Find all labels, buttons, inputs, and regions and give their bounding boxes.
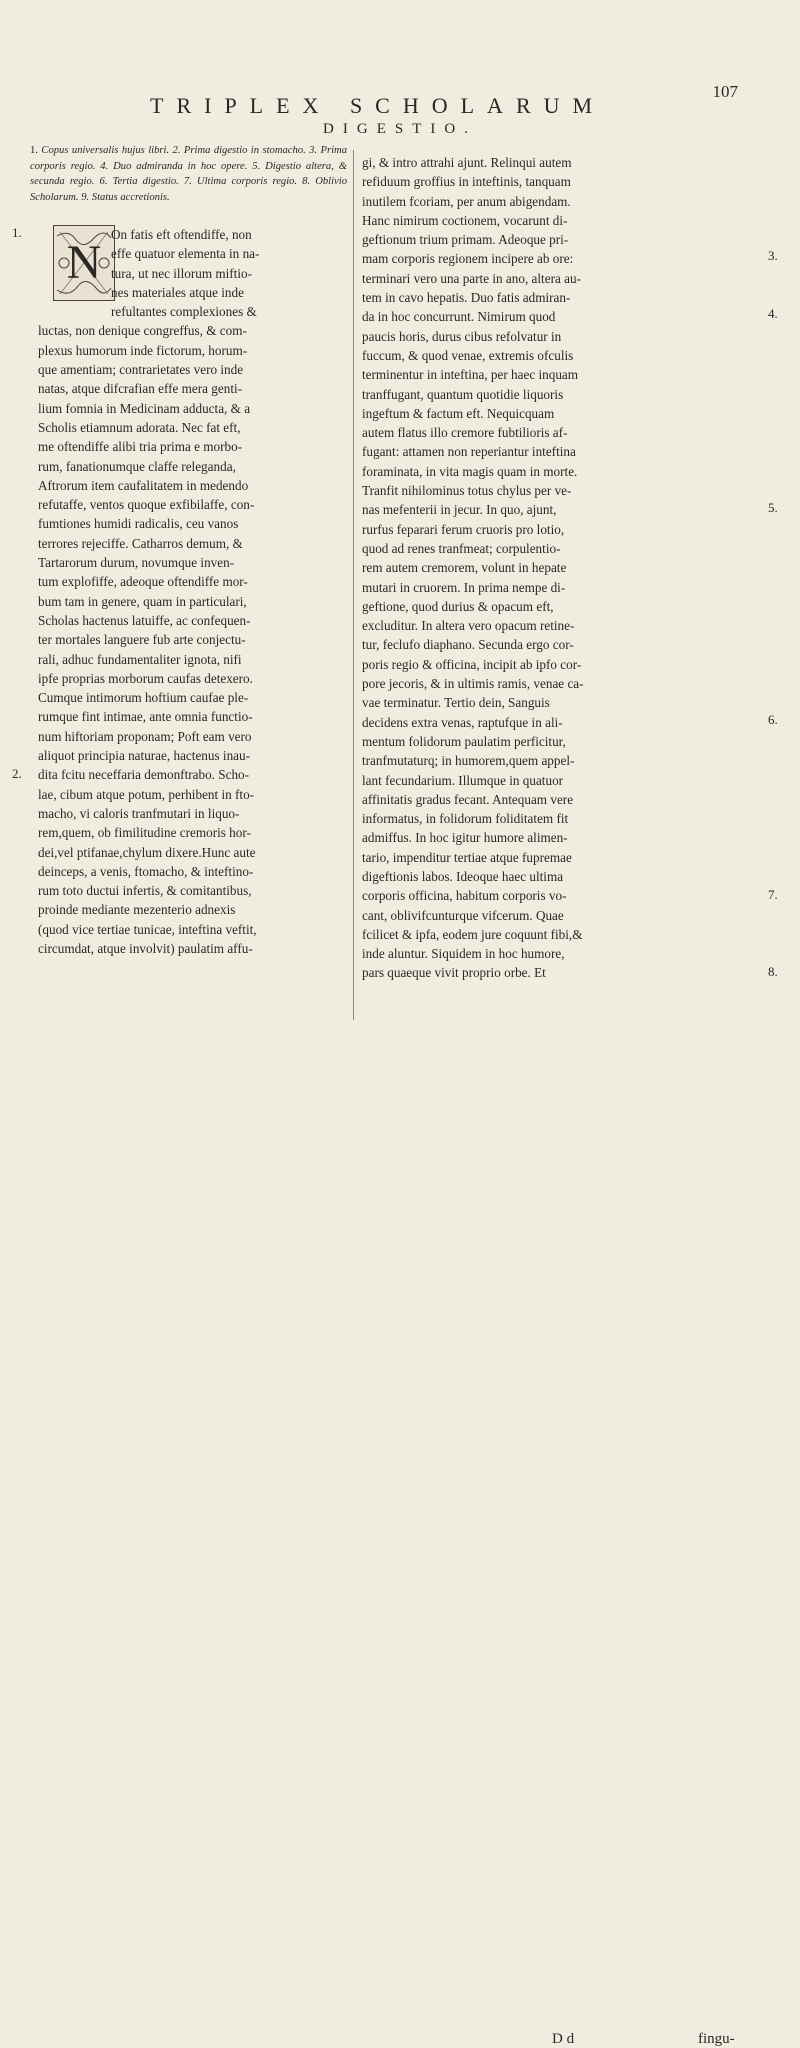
text-line: fugant: attamen non reperiantur inteftina (362, 444, 576, 460)
text-line: Scholas hactenus latuiffe, ac confequen- (38, 612, 251, 628)
text-line: dita fcitu neceffaria demonftrabo. Scho- (38, 767, 250, 783)
text-line: proinde mediante mezenterio adnexis (38, 902, 236, 918)
text-line: tario, impenditur tertiae atque fupremae (362, 849, 572, 865)
text-line: nas mefenterii in jecur. In quo, ajunt, (362, 502, 557, 518)
text-line: Aftrorum item caufalitatem in medendo (38, 477, 249, 493)
text-line: cant, oblivifcunturque vifcerum. Quae (362, 907, 564, 923)
text-line: admiffus. In hoc igitur humore alimen- (362, 830, 568, 846)
text-line: excluditur. In altera vero opacum retine- (362, 618, 575, 634)
text-line: rumque fint intimae, ante omnia functio- (38, 709, 253, 725)
text-line: Tranfit nihilominus totus chylus per ve- (362, 483, 572, 499)
text-line: informatus, in folidorum foliditatem fit (362, 811, 569, 827)
text-line: digeftionis labos. Ideoque haec ultima (362, 868, 564, 884)
right-text-column (362, 153, 762, 983)
text-line: pars quaeque vivit proprio orbe. Et (362, 965, 546, 981)
text-line: natas, atque difcrafian effe mera genti- (38, 381, 243, 397)
text-line: terminari vero una parte in ano, altera au- (362, 270, 581, 286)
text-line: pore jecoris, & in ultimis ramis, venae ca- (362, 676, 584, 692)
text-line: circumdat, atque involvit) paulatim affu- (38, 940, 253, 956)
text-line: fuccum, & quod venae, extremis ofculis (362, 347, 574, 363)
text-line: rum, fanationumque claffe releganda, (38, 458, 236, 474)
margin-number-4: 4. (768, 306, 778, 321)
text-line: tur, feclufo diaphano. Secunda ergo cor- (362, 637, 574, 653)
text-line: effe quatuor elementa in na- (111, 246, 260, 262)
text-line: inde aluntur. Siquidem in hoc humore, (362, 946, 565, 962)
text-line: refultantes complexiones & (111, 304, 257, 320)
text-line: mam corporis regionem incipere ab ore: (362, 251, 574, 267)
text-line: luctas, non denique congreffus, & com- (38, 323, 247, 339)
chapter-title: DIGESTIO. (323, 121, 477, 137)
text-line: aliquot principia naturae, hactenus inau- (38, 748, 251, 764)
text-line: vae terminatur. Tertio dein, Sanguis (362, 695, 550, 711)
margin-number-1: 1. (12, 225, 22, 240)
text-line: rem,quem, ob fimilitudine cremoris hor- (38, 825, 251, 841)
text-line: num hiftoriam proponam; Poft eam vero (38, 728, 252, 744)
text-line: gi, & intro attrahi ajunt. Relinqui autem (362, 155, 572, 170)
text-line: corporis officina, habitum corporis vo- (362, 888, 567, 904)
margin-number-5: 5. (768, 500, 778, 515)
text-line: paucis horis, durus cibus refolvatur in (362, 328, 562, 344)
text-line: fumtiones humidi radicalis, ceu vanos (38, 516, 239, 532)
text-line: tem in cavo hepatis. Duo fatis admiran- (362, 290, 571, 306)
text-line: tura, ut nec illorum miftio- (111, 265, 252, 281)
margin-number-3: 3. (768, 248, 778, 263)
text-line: Scholis etiamnum adorata. Nec fat eft, (38, 419, 241, 435)
text-line: affinitatis gradus fecant. Antequam vere (362, 791, 574, 807)
text-line: (quod vice tertiae tunicae, inteftina veftit, (38, 921, 257, 937)
text-line: plexus humorum inde fictorum, horum- (38, 342, 248, 358)
text-line: refutaffe, ventos quoque exfibilaffe, con- (38, 497, 255, 513)
text-line: tranffugant, quantum quotidie liquoris (362, 386, 564, 402)
text-line: Cumque intimorum hoftium caufae ple- (38, 690, 249, 706)
text-line: mutari in cruorem. In prima nempe di- (362, 579, 566, 595)
text-line: rem autem cremorem, volunt in hepate (362, 560, 567, 576)
text-line: autem flatus illo cremore fubtilioris af- (362, 425, 568, 441)
text-line: inutilem fcoriam, per anum abigendam. (362, 193, 571, 209)
margin-number-6: 6. (768, 712, 778, 727)
text-line: foraminata, in vita magis quam in morte. (362, 463, 578, 479)
text-line: lant fecundarium. Illumque in quatuor (362, 772, 564, 788)
text-line: On fatis eft oftendiffe, non (111, 227, 252, 242)
text-line: rurfus feparari ferum cruoris pro lotio, (362, 521, 565, 537)
text-line: tranfmutaturq; in humorem,quem appel- (362, 753, 575, 769)
running-title: TRIPLEX SCHOLARUM (150, 93, 606, 118)
text-line: decidens extra venas, raptufque in ali- (362, 714, 563, 730)
text-line: ipfe proprias morborum caufas detexero. (38, 670, 253, 686)
text-line: que amentiam; contrarietates vero inde (38, 362, 244, 378)
text-line: lae, cibum atque potum, perhibent in fto- (38, 786, 255, 802)
text-line: refiduum groffius in inteftinis, tanquam (362, 174, 571, 190)
text-line: fcilicet & ipfa, eodem jure coquunt fibi,& (362, 926, 583, 942)
column-divider (353, 150, 354, 1020)
text-line: dei,vel ptifanae,chylum dixere.Hunc aute (38, 844, 256, 860)
text-line: ingeftum & factum eft. Nequicquam (362, 405, 555, 421)
signature-mark: D d (552, 2031, 575, 2047)
text-line: lium fomnia in Medicinam adducta, & a (38, 400, 251, 416)
chapter-summary (30, 143, 347, 205)
text-line: terrores rejeciffe. Catharros demum, & (38, 535, 243, 551)
text-line: rum toto ductui infertis, & comitantibus, (38, 883, 252, 899)
text-line: Hanc nimirum coctionem, vocarunt di- (362, 212, 568, 228)
dropcap-letter: N (66, 236, 102, 289)
summary-text: Copus universalis hujus libri. 2. Prima digestio in stomacho. 3. Prima corporis regio. 4. Duo admiranda in hoc opere. 5. Digestio altera, & secunda regio. 6. Tertia digestio. 7. Ultima corporis regio. 8. Oblivio Scholarum. 9. Status accretionis. (30, 145, 347, 203)
margin-number-2: 2. (12, 766, 22, 781)
text-line: mentum folidorum paulatim perficitur, (362, 733, 566, 749)
text-line: geftione, quod durius & opacum eft, (362, 598, 554, 614)
text-line: da in hoc concurrunt. Nimirum quod (362, 309, 556, 325)
page-number: 107 (712, 82, 738, 101)
margin-number-8: 8. (768, 964, 778, 979)
text-line: me oftendiffe alibi tria prima e morbo- (38, 439, 243, 455)
text-line: poris regio & officina, incipit ab ipfo cor- (362, 656, 582, 672)
left-text-column (38, 225, 348, 958)
text-line: bum tam in genere, quam in particulari, (38, 593, 247, 609)
summary-number: 1. (30, 145, 38, 156)
text-line: ter mortales languere fub arte conjectu- (38, 632, 246, 648)
margin-number-7: 7. (768, 887, 778, 902)
text-line: tum explofiffe, adeoque oftendiffe mor- (38, 574, 248, 590)
text-line: deinceps, a venis, ftomacho, & inteftino- (38, 863, 254, 879)
text-line: quod ad renes tranfmeat; corpulentio- (362, 540, 561, 556)
catchword: fingu- (698, 2031, 735, 2047)
text-line: terminentur in inteftina, per haec inquam (362, 367, 579, 383)
text-line: macho, vi caloris tranfmutari in liquo- (38, 805, 240, 821)
text-line: nes materiales atque inde (111, 284, 244, 300)
text-line: geftionum trium primam. Adeoque pri- (362, 232, 569, 248)
text-line: Tartarorum durum, novumque inven- (38, 555, 235, 571)
text-line: rali, adhuc fundamentaliter ignota, nifi (38, 651, 242, 667)
